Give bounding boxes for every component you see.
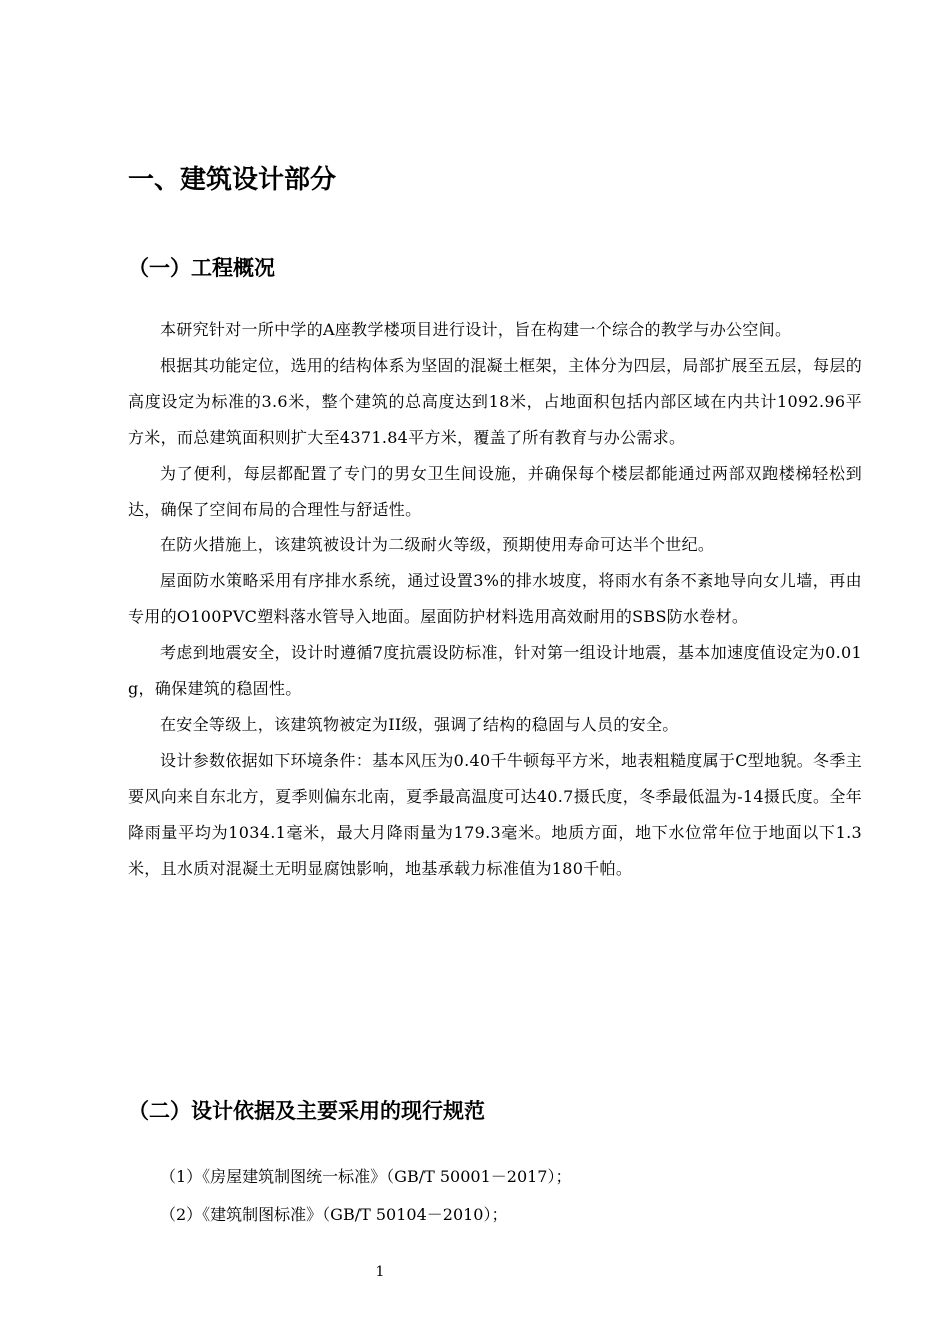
section-heading-design-basis: （二）设计依据及主要采用的现行规范 bbox=[128, 1099, 485, 1123]
page-number: 1 bbox=[375, 1264, 385, 1280]
paragraph-facilities: 为了便利，每层都配置了专门的男女卫生间设施，并确保每个楼层都能通过两部双跑楼梯轻松到达，确保了空间布局的合理性与舒适性。 bbox=[128, 463, 862, 519]
paragraph-intro: 本研究针对一所中学的A座教学楼项目进行设计，旨在构建一个综合的教学与办公空间。 bbox=[160, 320, 792, 339]
paragraph-safety-level: 在安全等级上，该建筑物被定为II级，强调了结构的稳固与人员的安全。 bbox=[160, 714, 679, 734]
project-overview-body bbox=[128, 312, 862, 887]
reference-item: （1）《房屋建筑制图统一标准》（GB/T 50001－2017）； bbox=[160, 1167, 572, 1186]
reference-item: （2）《建筑制图标准》（GB/T 50104－2010）； bbox=[160, 1205, 508, 1224]
paragraph-environment: 设计参数依据如下环境条件：基本风压为0.40千牛顿每平方米，地表粗糙度属于C型地貌。冬季主要风向来自东北方，夏季则偏东北南，夏季最高温度可达40.7摄氏度，冬季最低温为-14摄氏度。全年降雨量平均为1034.1毫米，最大月降雨量为179.3毫米。地质方面，地下水位常年位于地面以下1.3米，且水质对混凝土无明显腐蚀影响，地基承载力标准值为180千帕。 bbox=[128, 750, 862, 878]
chapter-heading: 一、建筑设计部分 bbox=[128, 165, 337, 195]
paragraph-structure: 根据其功能定位，选用的结构体系为坚固的混凝土框架，主体分为四层，局部扩展至五层，每层的高度设定为标准的3.6米，整个建筑的总高度达到18米，占地面积包括内部区域在内共计1092.96平方米，而总建筑面积则扩大至4371.84平方米，覆盖了所有教育与办公需求。 bbox=[128, 355, 862, 447]
section-heading-project-overview: （一）工程概况 bbox=[128, 256, 275, 280]
paragraph-seismic: 考虑到地震安全，设计时遵循7度抗震设防标准，针对第一组设计地震，基本加速度值设定为0.01g，确保建筑的稳固性。 bbox=[128, 643, 862, 699]
paragraph-fire-rating: 在防火措施上，该建筑被设计为二级耐火等级，预期使用寿命可达半个世纪。 bbox=[160, 535, 715, 555]
paragraph-roof-waterproofing: 屋面防水策略采用有序排水系统，通过设置3%的排水坡度，将雨水有条不紊地导向女儿墙，再由专用的O100PVC塑料落水管导入地面。屋面防护材料选用高效耐用的SBS防水卷材。 bbox=[128, 571, 862, 627]
reference-list bbox=[160, 1158, 860, 1234]
